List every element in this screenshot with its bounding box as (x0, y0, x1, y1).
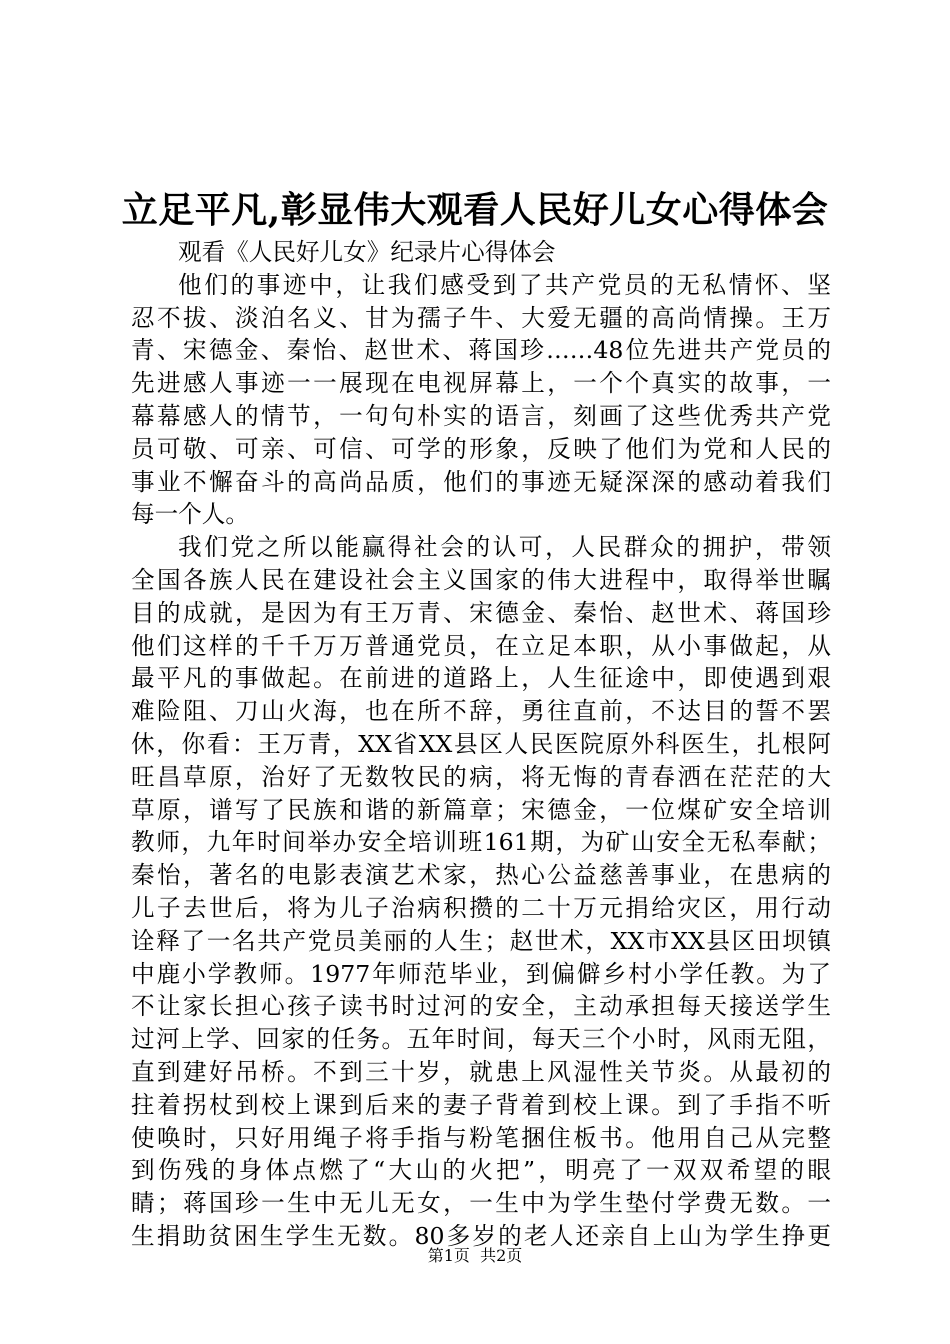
paragraph-line: 忍不拔、淡泊名义、甘为孺子牛、大爱无疆的高尚情操。王万 (131, 303, 831, 332)
paragraph-line: 教师，九年时间举办安全培训班161期，为矿山安全无私奉献； (131, 828, 831, 857)
paragraph-line: 生捐助贫困生学生无数。80多岁的老人还亲自上山为学生挣更 (131, 1221, 831, 1250)
paragraph-line: 难险阻、刀山火海，也在所不辞，勇往直前，不达目的誓不罢 (131, 697, 831, 726)
document-body (131, 236, 831, 1253)
paragraph-line: 使唤时，只好用绳子将手指与粉笔捆住板书。他用自己从完整 (131, 1123, 831, 1152)
paragraph-line: 草原，谱写了民族和谐的新篇章；宋德金，一位煤矿安全培训 (131, 795, 831, 824)
paragraph-line: 休，你看：王万青，XX省XX县区人民医院原外科医生，扎根阿 (131, 729, 831, 758)
paragraph-line: 拄着拐杖到校上课到后来的妻子背着到校上课。到了手指不听 (131, 1090, 831, 1119)
paragraph-line: 他们这样的千千万万普通党员，在立足本职，从小事做起，从 (131, 631, 831, 660)
paragraph-line: 不让家长担心孩子读书时过河的安全，主动承担每天接送学生 (131, 992, 831, 1021)
page-title: 立足平凡,彰显伟大观看人民好儿女心得体会 (121, 189, 829, 231)
page-footer: 第1页 共2页 (427, 1246, 523, 1265)
paragraph-line: 每一个人。 (131, 500, 249, 529)
paragraph-line: 幕幕感人的情节，一句句朴实的语言，刻画了这些优秀共产党 (131, 401, 831, 430)
paragraph-line: 到伤残的身体点燃了“大山的火把”，明亮了一双双希望的眼 (131, 1156, 831, 1185)
paragraph-first-line: 他们的事迹中，让我们感受到了共产党员的无私情怀、坚 (178, 270, 831, 299)
paragraph-line: 事业不懈奋斗的高尚品质，他们的事迹无疑深深的感动着我们 (131, 467, 831, 496)
paragraph-line: 青、宋德金、秦怡、赵世术、蒋国珍……48位先进共产党员的 (131, 336, 831, 365)
paragraph-line: 旺昌草原，治好了无数牧民的病，将无悔的青春洒在茫茫的大 (131, 762, 831, 791)
document-subtitle: 观看《人民好儿女》纪录片心得体会 (178, 238, 556, 266)
paragraph-line: 直到建好吊桥。不到三十岁，就患上风湿性关节炎。从最初的 (131, 1057, 831, 1086)
paragraph-line: 员可敬、可亲、可信、可学的形象，反映了他们为党和人民的 (131, 434, 831, 463)
paragraph-first-line: 我们党之所以能赢得社会的认可，人民群众的拥护，带领 (178, 533, 831, 562)
paragraph-line: 先进感人事迹一一展现在电视屏幕上，一个个真实的故事，一 (131, 369, 831, 398)
paragraph-line: 儿子去世后，将为儿子治病积攒的二十万元捐给灾区，用行动 (131, 893, 831, 922)
paragraph-line: 全国各族人民在建设社会主义国家的伟大进程中，取得举世瞩 (131, 565, 831, 594)
paragraph-line: 睛；蒋国珍一生中无儿无女，一生中为学生垫付学费无数。一 (131, 1189, 831, 1218)
paragraph-line: 最平凡的事做起。在前进的道路上，人生征途中，即使遇到艰 (131, 664, 831, 693)
paragraph-line: 中鹿小学教师。1977年师范毕业，到偏僻乡村小学任教。为了 (131, 959, 831, 988)
paragraph-line: 诠释了一名共产党员美丽的人生；赵世术，XX市XX县区田坝镇 (131, 926, 831, 955)
paragraph-line: 目的成就，是因为有王万青、宋德金、秦怡、赵世术、蒋国珍 (131, 598, 831, 627)
paragraph-line: 过河上学、回家的任务。五年时间，每天三个小时，风雨无阻， (131, 1025, 831, 1054)
paragraph-line: 秦怡，著名的电影表演艺术家，热心公益慈善事业，在患病的 (131, 861, 831, 890)
